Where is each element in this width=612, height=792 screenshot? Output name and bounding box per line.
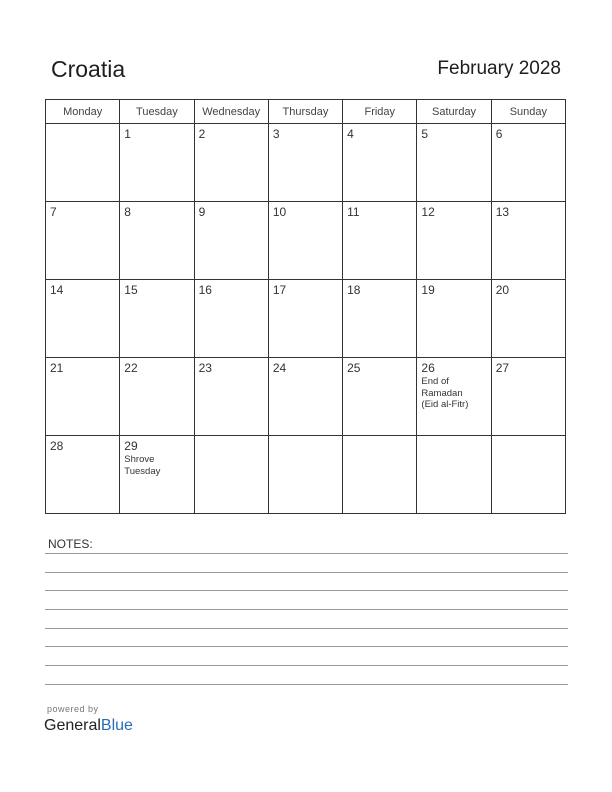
- day-cell: [194, 280, 268, 358]
- powered-by-text: powered by: [47, 704, 99, 714]
- holiday-label: (Eid al-Fitr): [421, 399, 469, 410]
- brand-logo: [44, 717, 133, 735]
- day-cell: [268, 202, 342, 280]
- day-number: 15: [124, 283, 138, 297]
- day-cell: [417, 280, 491, 358]
- note-line: [45, 572, 568, 573]
- weekday-header: Saturday: [417, 100, 491, 124]
- day-number: 18: [347, 283, 361, 297]
- day-cell: [120, 124, 194, 202]
- day-number: 11: [347, 205, 360, 219]
- weekday-header: Thursday: [268, 100, 342, 124]
- day-number: 22: [124, 361, 138, 375]
- note-line: [45, 646, 568, 647]
- day-cell: [120, 436, 194, 514]
- day-cell: [343, 358, 417, 436]
- day-number: 25: [347, 361, 361, 375]
- day-cell: [46, 358, 120, 436]
- weekday-header: Sunday: [491, 100, 565, 124]
- day-number: 27: [495, 361, 510, 375]
- day-cell: [268, 358, 342, 436]
- day-cell: [120, 280, 194, 358]
- day-cell: [194, 202, 268, 280]
- day-cell: [194, 358, 268, 436]
- day-number: 23: [198, 361, 212, 375]
- day-number: 24: [272, 361, 287, 375]
- holiday-label: Tuesday: [124, 465, 161, 477]
- weekday-header-row: [46, 100, 566, 124]
- day-number: 19: [421, 283, 435, 297]
- day-number: 4: [347, 127, 354, 141]
- weekday-header: Tuesday: [120, 100, 194, 124]
- day-number: 29: [124, 439, 138, 453]
- day-number: 8: [124, 205, 131, 219]
- note-line: [45, 553, 568, 554]
- day-cell: [268, 436, 342, 514]
- day-number: 6: [495, 127, 503, 141]
- day-number: 26: [421, 361, 435, 375]
- calendar-body: [46, 124, 566, 514]
- holiday-label: Shrove: [124, 454, 155, 465]
- day-cell: [491, 436, 565, 514]
- day-number: 1: [124, 127, 131, 141]
- month-year-title: February 2028: [437, 58, 561, 79]
- day-cell: [491, 124, 565, 202]
- note-line: [45, 684, 568, 685]
- day-cell: [417, 358, 491, 436]
- day-cell: [194, 124, 268, 202]
- day-cell: [491, 202, 565, 280]
- day-cell: [343, 202, 417, 280]
- week-row: [46, 358, 566, 436]
- day-number: 20: [495, 283, 510, 297]
- day-cell: [46, 124, 120, 202]
- day-cell: [194, 436, 268, 514]
- day-cell: [343, 124, 417, 202]
- day-cell: [417, 202, 491, 280]
- day-cell: [491, 280, 565, 358]
- day-number: 13: [495, 205, 510, 219]
- day-number: 21: [50, 361, 64, 375]
- day-cell: [417, 436, 491, 514]
- day-cell: [120, 358, 194, 436]
- week-row: [46, 436, 566, 514]
- day-number: 28: [50, 439, 64, 453]
- weekday-header: Monday: [46, 100, 120, 124]
- day-cell: [417, 124, 491, 202]
- note-line: [45, 665, 568, 666]
- day-number: 5: [421, 127, 429, 141]
- day-number: 3: [272, 127, 280, 141]
- day-cell: [120, 202, 194, 280]
- day-cell: [343, 436, 417, 514]
- brand-name-part2: Blue: [100, 717, 133, 734]
- day-cell: [46, 280, 120, 358]
- day-cell: [491, 358, 565, 436]
- day-number: 14: [50, 283, 64, 297]
- notes-label: NOTES:: [48, 537, 93, 551]
- day-number: 7: [50, 205, 57, 219]
- holiday-label: Ramadan: [421, 387, 463, 399]
- week-row: [46, 124, 566, 202]
- note-line: [45, 628, 568, 629]
- day-cell: [46, 202, 120, 280]
- day-cell: [268, 124, 342, 202]
- day-number: 2: [198, 127, 206, 141]
- weekday-header: Wednesday: [194, 100, 268, 124]
- day-number: 12: [421, 205, 435, 219]
- holiday-label: End of: [421, 376, 449, 387]
- day-number: 9: [198, 205, 206, 219]
- day-number: 17: [272, 283, 287, 297]
- day-cell: [268, 280, 342, 358]
- note-line: [45, 609, 568, 610]
- brand-name-part1: General: [44, 717, 101, 734]
- day-cell: [46, 436, 120, 514]
- calendar-grid: [45, 99, 566, 514]
- weekday-header: Friday: [343, 100, 417, 124]
- day-number: 16: [198, 283, 212, 297]
- week-row: [46, 202, 566, 280]
- day-cell: [343, 280, 417, 358]
- day-number: 10: [272, 205, 287, 219]
- week-row: [46, 280, 566, 358]
- country-title: Croatia: [51, 56, 126, 82]
- note-line: [45, 590, 568, 591]
